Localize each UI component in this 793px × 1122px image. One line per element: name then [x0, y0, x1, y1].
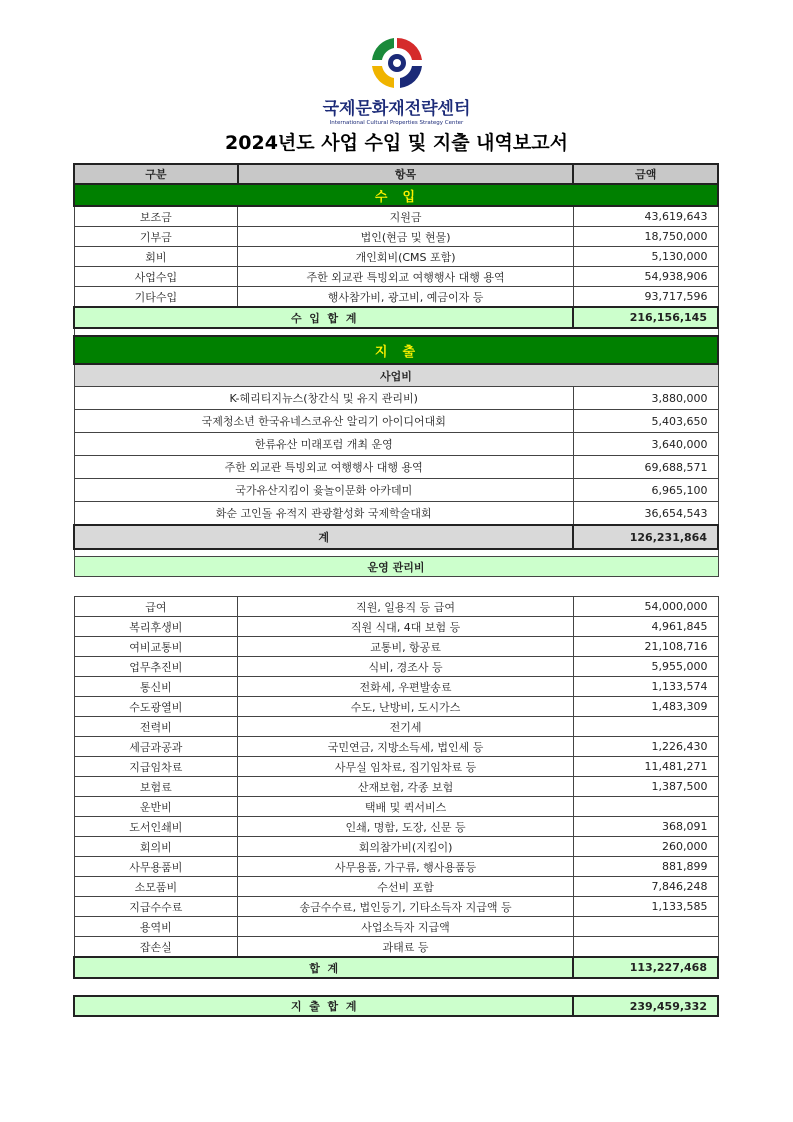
row-amount: 1,483,309: [573, 697, 718, 717]
header-amount: 금액: [573, 164, 718, 184]
row-amount: 7,846,248: [573, 877, 718, 897]
row-item: 수도, 난방비, 도시가스: [238, 697, 574, 717]
row-amount: 1,133,585: [573, 897, 718, 917]
row-item: 직원 식대, 4대 보험 등: [238, 617, 574, 637]
operation-total-label: 합 계: [74, 957, 573, 978]
table-row: [74, 857, 718, 877]
row-amount: 4,961,845: [573, 617, 718, 637]
operation-table: [73, 596, 719, 979]
row-item: 한류유산 미래포럼 개최 운영: [74, 433, 573, 456]
business-subheader: [74, 364, 718, 387]
table-row: [74, 717, 718, 737]
income-section-header: [74, 184, 718, 206]
table-row: [74, 697, 718, 717]
row-item: 사무용품, 가구류, 행사용품등: [238, 857, 574, 877]
row-amount: 3,880,000: [573, 387, 718, 410]
table-row: [74, 637, 718, 657]
row-category: 전력비: [74, 717, 238, 737]
income-total-amount: 216,156,145: [573, 307, 718, 328]
row-category: 지급수수료: [74, 897, 238, 917]
document-title: 2024년도 사업 수입 및 지출 내역보고서: [225, 132, 568, 154]
row-amount: 1,387,500: [573, 777, 718, 797]
income-total-label: 수 입 합 계: [74, 307, 573, 328]
business-label: 사업비: [74, 364, 718, 387]
row-category: 복리후생비: [74, 617, 238, 637]
row-amount: 1,226,430: [573, 737, 718, 757]
row-category: 소모품비: [74, 877, 238, 897]
row-amount: 11,481,271: [573, 757, 718, 777]
row-amount: [573, 797, 718, 817]
operation-total-row: [74, 957, 718, 978]
row-item: 주한 외교관 특빙외교 여행행사 대행 용역: [74, 456, 573, 479]
table-row: [74, 433, 718, 456]
row-category: 수도광열비: [74, 697, 238, 717]
table-row: [74, 617, 718, 637]
grand-total-row: [74, 996, 718, 1016]
row-amount: 260,000: [573, 837, 718, 857]
business-total-label: 계: [74, 525, 573, 549]
row-item: 국가유산지킴이 윷놀이문화 아카데미: [74, 479, 573, 502]
row-category: 지급임차료: [74, 757, 238, 777]
row-amount: 21,108,716: [573, 637, 718, 657]
row-category: 업무추진비: [74, 657, 238, 677]
table-row: [74, 677, 718, 697]
business-total-amount: 126,231,864: [573, 525, 718, 549]
row-amount: 69,688,571: [573, 456, 718, 479]
table-row: [74, 817, 718, 837]
table-row: [74, 797, 718, 817]
row-amount: 5,955,000: [573, 657, 718, 677]
table-row: [74, 287, 718, 308]
org-logo: [0, 34, 793, 126]
row-category: 여비교통비: [74, 637, 238, 657]
operation-total-amount: 113,227,468: [573, 957, 718, 978]
row-amount: 6,965,100: [573, 479, 718, 502]
row-amount: 54,938,906: [573, 267, 718, 287]
operation-label: 운영 관리비: [74, 557, 718, 577]
row-item: 사무실 임차료, 집기임차료 등: [238, 757, 574, 777]
table-row: [74, 267, 718, 287]
row-amount: [573, 937, 718, 958]
table-row: [74, 777, 718, 797]
row-category: 도서인쇄비: [74, 817, 238, 837]
row-category: 사무용품비: [74, 857, 238, 877]
row-category: 통신비: [74, 677, 238, 697]
row-item: 국민연금, 지방소득세, 법인세 등: [238, 737, 574, 757]
row-item: 주한 외교관 특빙외교 여행행사 대행 용역: [238, 267, 574, 287]
row-category: 보조금: [74, 206, 238, 227]
table-row: [74, 479, 718, 502]
row-amount: 1,133,574: [573, 677, 718, 697]
row-amount: 93,717,596: [573, 287, 718, 308]
table-row: [74, 410, 718, 433]
spacer-row: [74, 549, 718, 557]
row-amount: 18,750,000: [573, 227, 718, 247]
table-row: [74, 227, 718, 247]
row-amount: 54,000,000: [573, 597, 718, 617]
table-row: [74, 757, 718, 777]
org-name-en: International Cultural Properties Strategy Center: [329, 120, 464, 126]
business-total-row: [74, 525, 718, 549]
header-row: [74, 164, 718, 184]
table-row: [74, 502, 718, 526]
row-item: 지원금: [238, 206, 574, 227]
row-category: 기부금: [74, 227, 238, 247]
row-item: K-헤리티지뉴스(창간식 및 유지 관리비): [74, 387, 573, 410]
row-item: 송금수수료, 법인등기, 기타소득자 지급액 등: [238, 897, 574, 917]
row-amount: 36,654,543: [573, 502, 718, 526]
expense-section-header: [74, 336, 718, 364]
row-amount: 5,130,000: [573, 247, 718, 267]
row-category: 기타수입: [74, 287, 238, 308]
row-category: 잡손실: [74, 937, 238, 958]
row-category: 사업수입: [74, 267, 238, 287]
income-total-row: [74, 307, 718, 328]
expense-section-label: 지 출: [74, 336, 718, 364]
row-item: 수선비 포함: [238, 877, 574, 897]
table-row: [74, 657, 718, 677]
row-item: 화순 고인돌 유적지 관광활성화 국제학술대회: [74, 502, 573, 526]
table-row: [74, 456, 718, 479]
table-row: [74, 597, 718, 617]
grand-total-label: 지 출 합 계: [74, 996, 573, 1016]
income-section-label: 수 입: [74, 184, 718, 206]
table-row: [74, 837, 718, 857]
grand-total-table: [73, 995, 719, 1017]
row-category: 용역비: [74, 917, 238, 937]
row-item: 전화세, 우편발송료: [238, 677, 574, 697]
header-category: 구분: [74, 164, 238, 184]
row-item: 인쇄, 명함, 도장, 신문 등: [238, 817, 574, 837]
table-row: [74, 877, 718, 897]
report-table: [73, 163, 719, 577]
table-row: [74, 917, 718, 937]
row-item: 국제청소년 한국유네스코유산 알리기 아이디어대회: [74, 410, 573, 433]
row-amount: 5,403,650: [573, 410, 718, 433]
row-item: 산재보험, 각종 보험: [238, 777, 574, 797]
row-item: 개인회비(CMS 포함): [238, 247, 574, 267]
row-category: 회의비: [74, 837, 238, 857]
row-item: 전기세: [238, 717, 574, 737]
row-amount: 881,899: [573, 857, 718, 877]
table-row: [74, 737, 718, 757]
row-category: 운반비: [74, 797, 238, 817]
table-row: [74, 247, 718, 267]
row-item: 교통비, 항공료: [238, 637, 574, 657]
table-row: [74, 387, 718, 410]
row-item: 과태료 등: [238, 937, 574, 958]
table-row: [74, 897, 718, 917]
table-row: [74, 206, 718, 227]
row-category: 보험료: [74, 777, 238, 797]
row-category: 세금과공과: [74, 737, 238, 757]
row-amount: 43,619,643: [573, 206, 718, 227]
row-category: 회비: [74, 247, 238, 267]
row-item: 회의참가비(지킴이): [238, 837, 574, 857]
row-item: 택배 및 퀵서비스: [238, 797, 574, 817]
row-category: 급여: [74, 597, 238, 617]
logo-emblem-icon: [368, 34, 426, 92]
row-item: 사업소득자 지급액: [238, 917, 574, 937]
org-name-ko: 국제문화재전략센터: [322, 99, 471, 119]
row-item: 행사참가비, 광고비, 예금이자 등: [238, 287, 574, 308]
grand-total-amount: 239,459,332: [573, 996, 718, 1016]
header-item: 항목: [238, 164, 574, 184]
row-amount: [573, 717, 718, 737]
spacer-row: [74, 328, 718, 336]
row-amount: 368,091: [573, 817, 718, 837]
row-item: 법인(현금 및 현물): [238, 227, 574, 247]
row-amount: [573, 917, 718, 937]
row-item: 직원, 일용직 등 급여: [238, 597, 574, 617]
table-row: [74, 937, 718, 958]
row-amount: 3,640,000: [573, 433, 718, 456]
operation-subheader: [74, 557, 718, 577]
row-item: 식비, 경조사 등: [238, 657, 574, 677]
